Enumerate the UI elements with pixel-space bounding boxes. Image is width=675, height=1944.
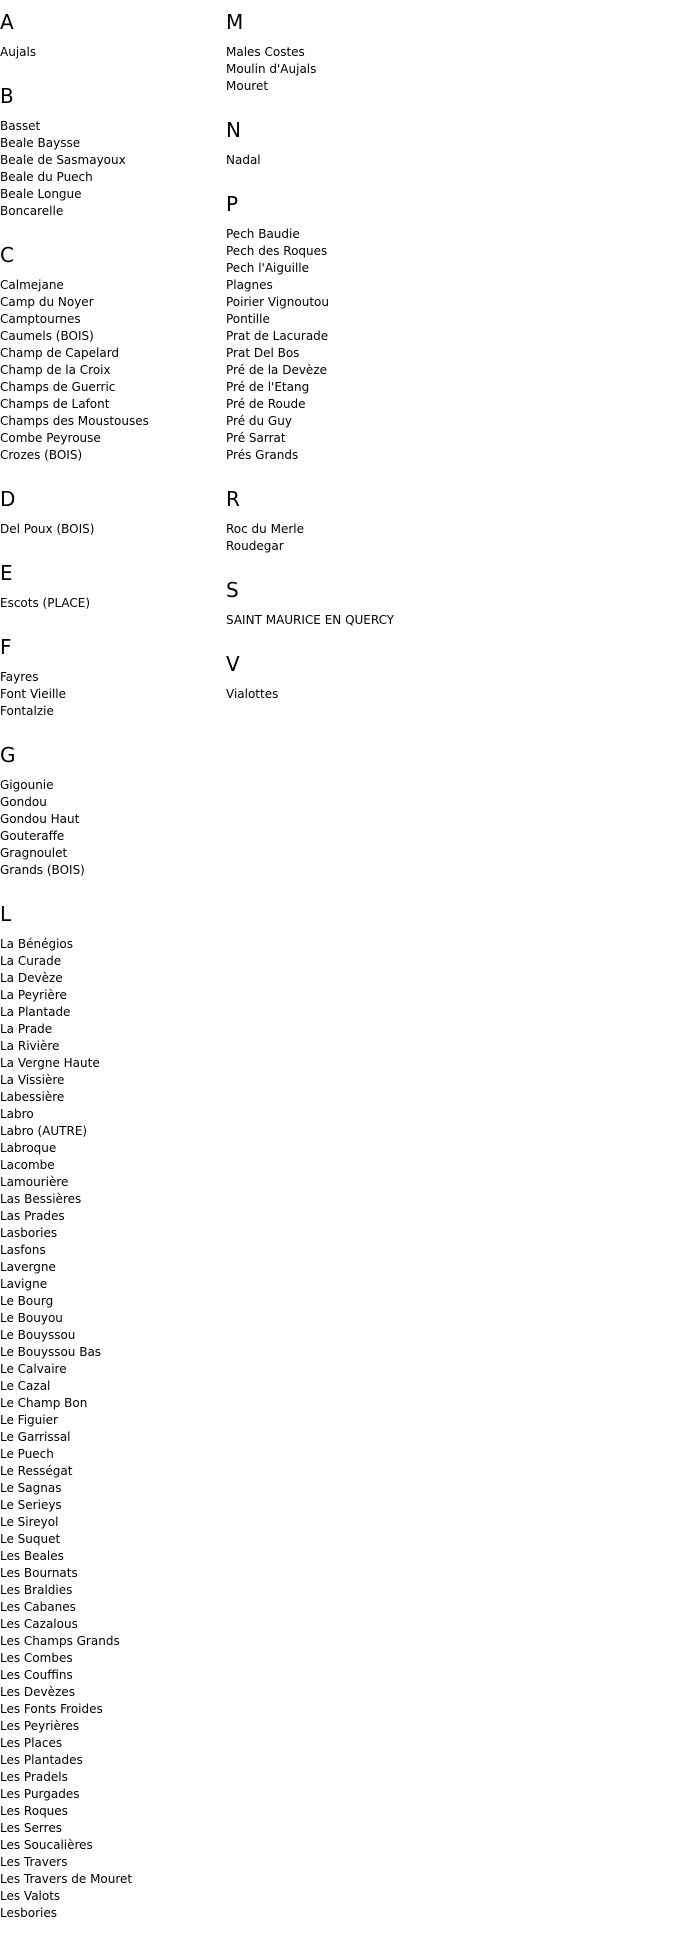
place-list xyxy=(0,44,220,61)
letter-heading: S xyxy=(226,578,239,602)
place-link-le-bouyssou[interactable]: Le Bouyssou xyxy=(0,1328,76,1342)
letter-heading: N xyxy=(226,118,241,142)
place-link-lesbories[interactable]: Lesbories xyxy=(0,1906,57,1920)
place-link-gondou-haut[interactable]: Gondou Haut xyxy=(0,812,80,826)
place-list xyxy=(226,226,446,464)
place-link-les-combes[interactable]: Les Combes xyxy=(0,1651,73,1665)
place-link-pech-l-aiguille[interactable]: Pech l'Aiguille xyxy=(226,261,309,275)
letter-group-m xyxy=(226,9,446,95)
place-list xyxy=(0,118,220,220)
place-list xyxy=(0,595,220,612)
place-link-lacombe[interactable]: Lacombe xyxy=(0,1158,55,1172)
place-link-gigounie[interactable]: Gigounie xyxy=(0,778,54,792)
place-link-le-cazal[interactable]: Le Cazal xyxy=(0,1379,51,1393)
place-link-del-poux-bois[interactable]: Del Poux (BOIS) xyxy=(0,522,95,536)
letter-group-c xyxy=(0,242,220,464)
place-link-les-travers-de-mouret[interactable]: Les Travers de Mouret xyxy=(0,1872,133,1886)
place-link-les-cazalous[interactable]: Les Cazalous xyxy=(0,1617,78,1631)
place-link-le-puech[interactable]: Le Puech xyxy=(0,1447,54,1461)
place-link-camptournes[interactable]: Camptournes xyxy=(0,312,81,326)
place-link-le-suquet[interactable]: Le Suquet xyxy=(0,1532,61,1546)
letter-group-p xyxy=(226,191,446,464)
place-link-roudegar[interactable]: Roudegar xyxy=(226,539,284,553)
place-link-la-riviere[interactable]: La Rivière xyxy=(0,1039,60,1053)
place-link-labroque[interactable]: Labroque xyxy=(0,1141,57,1155)
letter-group-a xyxy=(0,9,220,61)
place-link-le-garrissal[interactable]: Le Garrissal xyxy=(0,1430,71,1444)
place-link-pre-de-roude[interactable]: Pré de Roude xyxy=(226,397,306,411)
place-link-les-couffins[interactable]: Les Couffins xyxy=(0,1668,73,1682)
place-link-la-vissiere[interactable]: La Vissière xyxy=(0,1073,65,1087)
letter-heading: E xyxy=(0,561,13,585)
place-link-la-vergne-haute[interactable]: La Vergne Haute xyxy=(0,1056,100,1070)
place-link-males-costes[interactable]: Males Costes xyxy=(226,45,305,59)
letter-heading: V xyxy=(226,652,240,676)
place-link-les-purgades[interactable]: Les Purgades xyxy=(0,1787,80,1801)
letter-group-b xyxy=(0,83,220,220)
place-list xyxy=(226,152,446,169)
place-link-mouret[interactable]: Mouret xyxy=(226,79,269,93)
place-link-les-braldies[interactable]: Les Braldies xyxy=(0,1583,73,1597)
place-link-prat-del-bos[interactable]: Prat Del Bos xyxy=(226,346,300,360)
place-link-lasbories[interactable]: Lasbories xyxy=(0,1226,58,1240)
place-link-beale-longue[interactable]: Beale Longue xyxy=(0,187,82,201)
place-link-le-sireyol[interactable]: Le Sireyol xyxy=(0,1515,59,1529)
place-link-saint-maurice-en-quercy[interactable]: SAINT MAURICE EN QUERCY xyxy=(226,613,395,627)
letter-heading: R xyxy=(226,487,240,511)
place-link-beale-baysse[interactable]: Beale Baysse xyxy=(0,136,81,150)
place-list xyxy=(0,669,220,720)
place-link-le-bourg[interactable]: Le Bourg xyxy=(0,1294,54,1308)
place-link-pre-sarrat[interactable]: Pré Sarrat xyxy=(226,431,286,445)
letter-heading: A xyxy=(0,10,14,34)
place-list xyxy=(0,277,220,464)
place-link-la-prade[interactable]: La Prade xyxy=(0,1022,53,1036)
place-link-labro[interactable]: Labro xyxy=(0,1107,34,1121)
place-link-pre-de-la-deveze[interactable]: Pré de la Devèze xyxy=(226,363,327,377)
place-link-le-serieys[interactable]: Le Serieys xyxy=(0,1498,62,1512)
place-link-les-valots[interactable]: Les Valots xyxy=(0,1889,61,1903)
place-link-pre-du-guy[interactable]: Pré du Guy xyxy=(226,414,292,428)
place-link-lavigne[interactable]: Lavigne xyxy=(0,1277,48,1291)
letter-heading: C xyxy=(0,243,14,267)
place-link-le-ressegat[interactable]: Le Rességat xyxy=(0,1464,73,1478)
place-link-le-calvaire[interactable]: Le Calvaire xyxy=(0,1362,67,1376)
place-link-calmejane[interactable]: Calmejane xyxy=(0,278,64,292)
place-link-les-plantades[interactable]: Les Plantades xyxy=(0,1753,83,1767)
place-link-roc-du-merle[interactable]: Roc du Merle xyxy=(226,522,304,536)
place-link-lamouriere[interactable]: Lamourière xyxy=(0,1175,69,1189)
place-link-pontille[interactable]: Pontille xyxy=(226,312,270,326)
place-link-les-travers[interactable]: Les Travers xyxy=(0,1855,68,1869)
right-column xyxy=(226,9,446,725)
place-link-champs-de-guerric[interactable]: Champs de Guerric xyxy=(0,380,116,394)
place-link-labro-autre[interactable]: Labro (AUTRE) xyxy=(0,1124,88,1138)
letter-group-d xyxy=(0,486,220,538)
place-link-gondou[interactable]: Gondou xyxy=(0,795,47,809)
place-link-boncarelle[interactable]: Boncarelle xyxy=(0,204,64,218)
place-link-prat-de-lacurade[interactable]: Prat de Lacurade xyxy=(226,329,329,343)
place-link-la-plantade[interactable]: La Plantade xyxy=(0,1005,71,1019)
place-link-la-benegios[interactable]: La Bénégios xyxy=(0,937,74,951)
letter-group-r xyxy=(226,486,446,555)
place-link-la-peyriere[interactable]: La Peyrière xyxy=(0,988,67,1002)
place-list xyxy=(0,777,220,879)
place-link-vialottes[interactable]: Vialottes xyxy=(226,687,279,701)
place-link-fontalzie[interactable]: Fontalzie xyxy=(0,704,54,718)
letter-group-f xyxy=(0,634,220,720)
place-link-gragnoulet[interactable]: Gragnoulet xyxy=(0,846,68,860)
place-list xyxy=(226,612,446,629)
letter-group-v xyxy=(226,651,446,703)
place-link-les-soucalieres[interactable]: Les Soucalières xyxy=(0,1838,93,1852)
place-link-pech-des-roques[interactable]: Pech des Roques xyxy=(226,244,328,258)
place-link-aujals[interactable]: Aujals xyxy=(0,45,37,59)
letter-heading: D xyxy=(0,487,16,511)
place-link-la-deveze[interactable]: La Devèze xyxy=(0,971,63,985)
letter-heading: G xyxy=(0,743,16,767)
place-link-les-cabanes[interactable]: Les Cabanes xyxy=(0,1600,76,1614)
place-list xyxy=(226,44,446,95)
place-link-champs-de-lafont[interactable]: Champs de Lafont xyxy=(0,397,110,411)
place-link-basset[interactable]: Basset xyxy=(0,119,41,133)
place-link-le-bouyssou-bas[interactable]: Le Bouyssou Bas xyxy=(0,1345,102,1359)
letter-group-g xyxy=(0,742,220,879)
place-link-champs-des-moustouses[interactable]: Champs des Moustouses xyxy=(0,414,149,428)
place-list xyxy=(226,686,446,703)
place-link-poirier-vignoutou[interactable]: Poirier Vignoutou xyxy=(226,295,329,309)
place-link-beale-de-sasmayoux[interactable]: Beale de Sasmayoux xyxy=(0,153,126,167)
place-link-le-bouyou[interactable]: Le Bouyou xyxy=(0,1311,63,1325)
letter-heading: L xyxy=(0,902,12,926)
place-link-moulin-d-aujals[interactable]: Moulin d'Aujals xyxy=(226,62,317,76)
letter-group-n xyxy=(226,117,446,169)
place-link-le-sagnas[interactable]: Le Sagnas xyxy=(0,1481,62,1495)
place-link-nadal[interactable]: Nadal xyxy=(226,153,261,167)
letter-heading: F xyxy=(0,635,12,659)
place-link-les-champs-grands[interactable]: Les Champs Grands xyxy=(0,1634,120,1648)
place-link-les-devezes[interactable]: Les Devèzes xyxy=(0,1685,75,1699)
place-list xyxy=(0,936,220,1922)
place-link-les-places[interactable]: Les Places xyxy=(0,1736,63,1750)
left-column xyxy=(0,9,220,1944)
place-link-le-champ-bon[interactable]: Le Champ Bon xyxy=(0,1396,88,1410)
place-list xyxy=(0,521,220,538)
place-link-le-figuier[interactable]: Le Figuier xyxy=(0,1413,58,1427)
place-link-les-bournats[interactable]: Les Bournats xyxy=(0,1566,78,1580)
letter-group-l xyxy=(0,901,220,1922)
letter-heading: M xyxy=(226,10,244,34)
place-link-beale-du-puech[interactable]: Beale du Puech xyxy=(0,170,93,184)
place-link-les-roques[interactable]: Les Roques xyxy=(0,1804,68,1818)
place-link-lavergne[interactable]: Lavergne xyxy=(0,1260,56,1274)
place-link-grands-bois[interactable]: Grands (BOIS) xyxy=(0,863,85,877)
place-list xyxy=(226,521,446,555)
place-link-font-vieille[interactable]: Font Vieille xyxy=(0,687,66,701)
letter-group-s xyxy=(226,577,446,629)
letter-group-e xyxy=(0,560,220,612)
place-link-pres-grands[interactable]: Prés Grands xyxy=(226,448,299,462)
place-link-labessiere[interactable]: Labessière xyxy=(0,1090,65,1104)
place-link-pech-baudie[interactable]: Pech Baudie xyxy=(226,227,300,241)
place-link-les-fonts-froides[interactable]: Les Fonts Froides xyxy=(0,1702,103,1716)
place-link-las-bessieres[interactable]: Las Bessières xyxy=(0,1192,82,1206)
place-link-lasfons[interactable]: Lasfons xyxy=(0,1243,46,1257)
place-link-caumels-bois[interactable]: Caumels (BOIS) xyxy=(0,329,94,343)
place-link-plagnes[interactable]: Plagnes xyxy=(226,278,273,292)
place-link-pre-de-l-etang[interactable]: Pré de l'Etang xyxy=(226,380,310,394)
place-link-las-prades[interactable]: Las Prades xyxy=(0,1209,65,1223)
place-link-combe-peyrouse[interactable]: Combe Peyrouse xyxy=(0,431,101,445)
place-link-champ-de-la-croix[interactable]: Champ de la Croix xyxy=(0,363,111,377)
place-link-les-serres[interactable]: Les Serres xyxy=(0,1821,62,1835)
place-link-escots-place[interactable]: Escots (PLACE) xyxy=(0,596,91,610)
place-link-crozes-bois[interactable]: Crozes (BOIS) xyxy=(0,448,83,462)
place-link-les-beales[interactable]: Les Beales xyxy=(0,1549,64,1563)
letter-heading: P xyxy=(226,192,239,216)
place-link-camp-du-noyer[interactable]: Camp du Noyer xyxy=(0,295,94,309)
letter-heading: B xyxy=(0,84,14,108)
place-link-les-pradels[interactable]: Les Pradels xyxy=(0,1770,68,1784)
place-link-la-curade[interactable]: La Curade xyxy=(0,954,62,968)
place-link-fayres[interactable]: Fayres xyxy=(0,670,39,684)
place-link-les-peyrieres[interactable]: Les Peyrières xyxy=(0,1719,80,1733)
place-link-gouteraffe[interactable]: Gouteraffe xyxy=(0,829,65,843)
place-link-champ-de-capelard[interactable]: Champ de Capelard xyxy=(0,346,120,360)
